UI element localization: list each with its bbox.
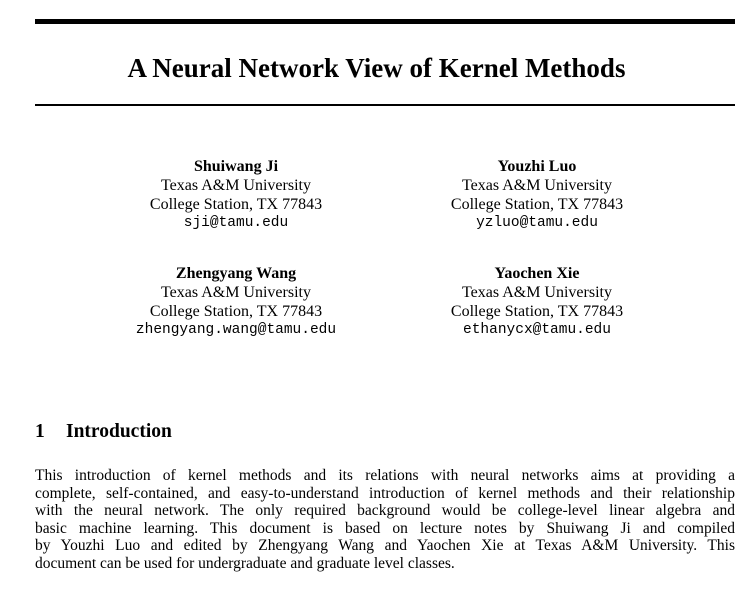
- author-block: [387, 157, 687, 233]
- author-address: College Station, TX 77843: [450, 196, 624, 213]
- author-affiliation: Texas A&M University: [161, 284, 311, 301]
- author-name: Yaochen Xie: [494, 265, 580, 282]
- author-email[interactable]: ethanycx@tamu.edu: [463, 322, 611, 338]
- title-top-rule: [35, 19, 735, 24]
- section-title: Introduction: [66, 421, 172, 442]
- author-name: Zhengyang Wang: [175, 265, 297, 282]
- paragraph-line: This introduction of kernel methods and its relations with neural networks aims at providing a: [35, 467, 735, 484]
- section-heading: [35, 420, 172, 444]
- author-block: [86, 157, 386, 233]
- intro-paragraph: [35, 467, 735, 573]
- author-address: College Station, TX 77843: [149, 303, 323, 320]
- author-email[interactable]: yzluo@tamu.edu: [476, 215, 598, 231]
- author-block: [387, 264, 687, 340]
- paragraph-line: by Youzhi Luo and edited by Zhengyang Wang and Yaochen Xie at Texas A&M University. This: [35, 537, 735, 555]
- title-bottom-rule: [35, 104, 735, 106]
- author-address: College Station, TX 77843: [450, 303, 624, 320]
- author-address: College Station, TX 77843: [149, 196, 323, 213]
- author-name: Youzhi Luo: [497, 158, 577, 175]
- author-block: [86, 264, 386, 340]
- author-affiliation: Texas A&M University: [462, 284, 612, 301]
- paragraph-line: complete, self-contained, and easy-to-understand introduction of kernel methods and their relationship: [35, 484, 735, 502]
- author-name: Shuiwang Ji: [193, 158, 279, 175]
- paragraph-line: basic machine learning. This document is based on lecture notes by Shuiwang Ji and compiled: [35, 519, 735, 537]
- author-email[interactable]: zhengyang.wang@tamu.edu: [135, 322, 337, 338]
- paragraph-line: with the neural network. The only required background would be college-level linear algebra and: [35, 502, 735, 520]
- section-number: 1: [35, 421, 45, 442]
- author-affiliation: Texas A&M University: [161, 177, 311, 194]
- author-affiliation: Texas A&M University: [462, 177, 612, 194]
- author-email[interactable]: sji@tamu.edu: [183, 215, 289, 231]
- paragraph-line: document can be used for undergraduate and graduate level classes.: [35, 554, 455, 572]
- paper-title: A Neural Network View of Kernel Methods: [127, 53, 626, 83]
